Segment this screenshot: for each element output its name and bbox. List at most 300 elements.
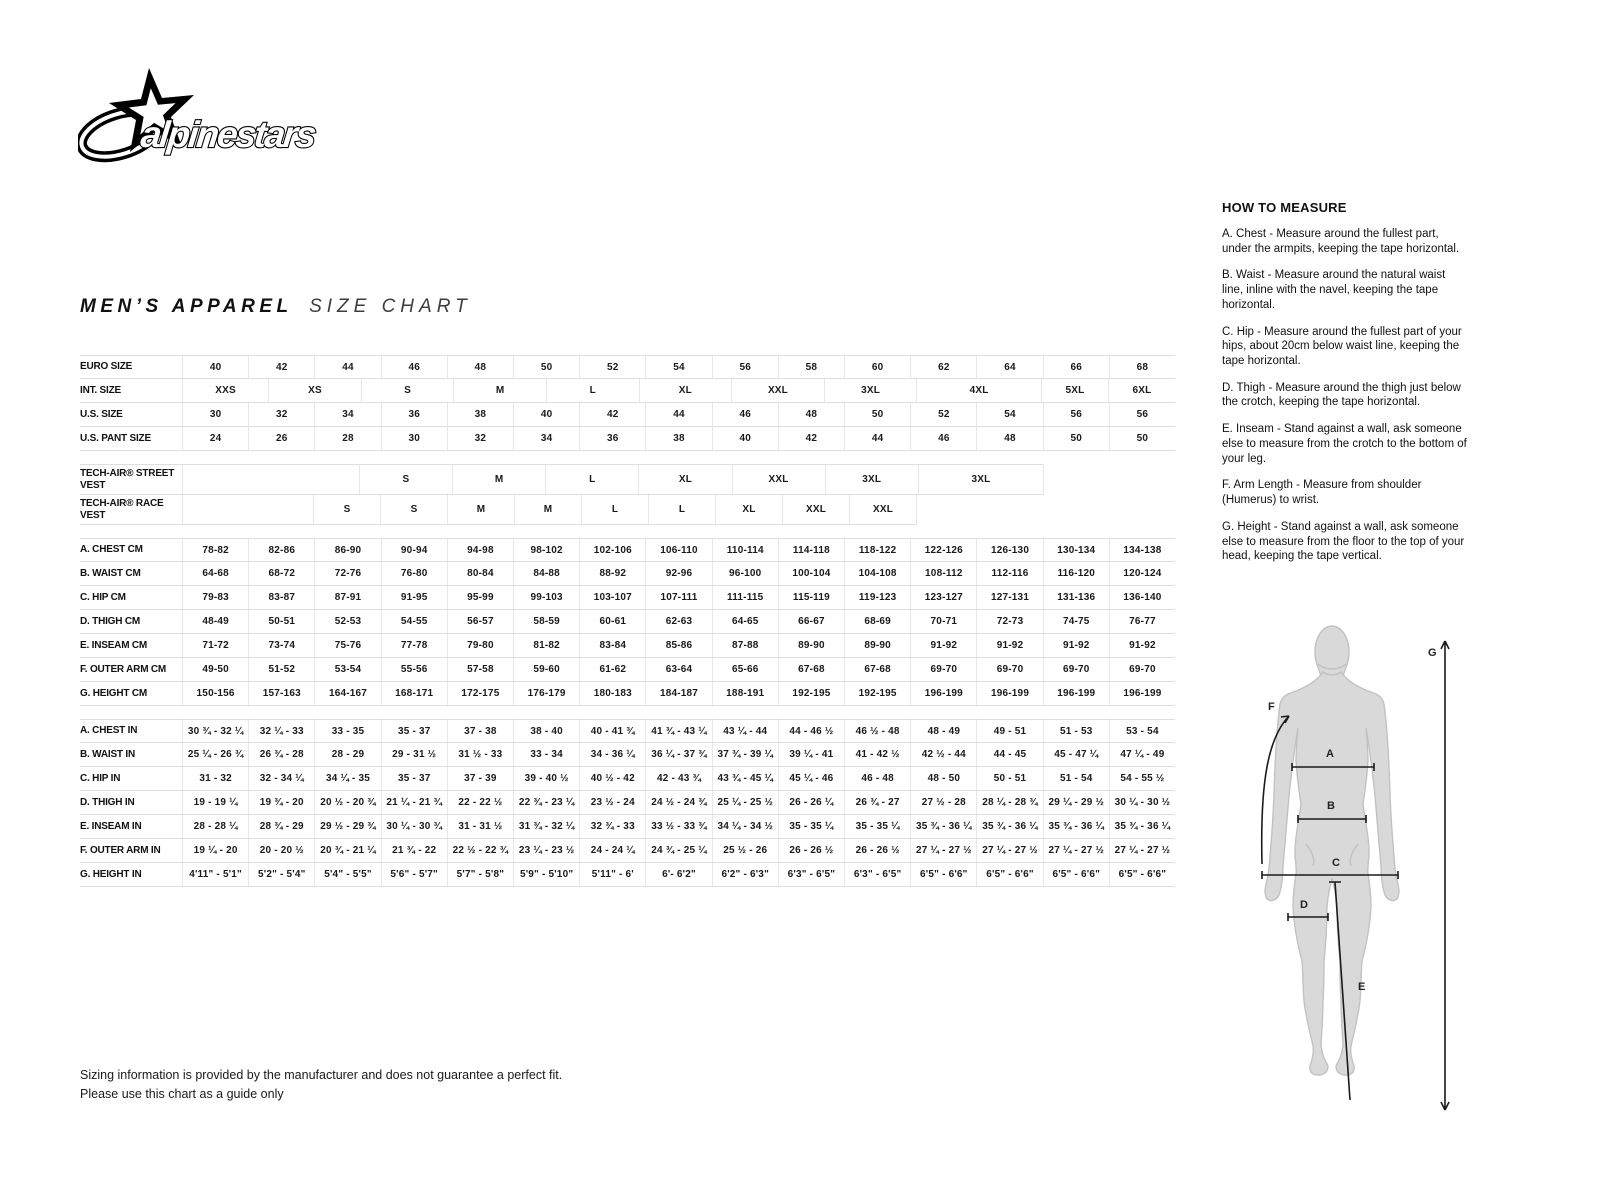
size-cell: XL [638, 464, 731, 495]
size-cell: 29 ¼ - 29 ½ [1043, 791, 1109, 815]
size-cell: 25 ¼ - 26 ¾ [182, 743, 248, 767]
size-cell: 76-80 [381, 562, 447, 586]
size-cell: 69-70 [910, 658, 976, 682]
size-cell: 48 [447, 355, 513, 379]
size-cell: 53-54 [314, 658, 380, 682]
table-row [80, 538, 1175, 562]
size-cell: 30 ¾ - 32 ¼ [182, 719, 248, 743]
disclaimer [80, 1066, 562, 1105]
size-cell: 43 ¾ - 45 ¼ [712, 767, 778, 791]
row-label: U.S. PANT SIZE [80, 427, 182, 451]
size-cell: 131-136 [1043, 586, 1109, 610]
size-cell: 87-88 [712, 634, 778, 658]
size-cell: 100-104 [778, 562, 844, 586]
size-cell: 5'6" - 5'7" [381, 863, 447, 887]
size-cell: 44 [314, 355, 380, 379]
size-cell: 43 ¼ - 44 [712, 719, 778, 743]
size-cell: 60 [844, 355, 910, 379]
size-cell: 32 ¼ - 33 [248, 719, 314, 743]
size-cell: 94-98 [447, 538, 513, 562]
size-cell: 80-84 [447, 562, 513, 586]
size-cell: 22 - 22 ½ [447, 791, 513, 815]
row-label: E. INSEAM IN [80, 815, 182, 839]
size-cell: 102-106 [579, 538, 645, 562]
size-cell: 48 - 50 [910, 767, 976, 791]
size-cell: 21 ¼ - 21 ¾ [381, 791, 447, 815]
measure-item: A. Chest - Measure around the fullest part, under the armpits, keeping the tape horizontal. [1222, 228, 1460, 255]
size-cell: 56 [712, 355, 778, 379]
size-cell: 83-87 [248, 586, 314, 610]
size-cell: M [447, 495, 514, 525]
row-label: E. INSEAM CM [80, 634, 182, 658]
table-row [80, 355, 1175, 379]
size-cell: 115-119 [778, 586, 844, 610]
size-cell: 46 [712, 403, 778, 427]
size-cell: 34 ¼ - 34 ½ [712, 815, 778, 839]
size-cell: 112-116 [976, 562, 1042, 586]
table-row [80, 658, 1175, 682]
measure-item: D. Thigh - Measure around the thigh just below the crotch, keeping the tape horizontal. [1222, 381, 1461, 409]
size-cell: 76-77 [1109, 610, 1175, 634]
size-cell: 28 - 28 ¼ [182, 815, 248, 839]
size-cell: 106-110 [645, 538, 711, 562]
size-cell: 26 ¾ - 28 [248, 743, 314, 767]
size-cell: 37 ¾ - 39 ¼ [712, 743, 778, 767]
size-cell: 51 - 53 [1043, 719, 1109, 743]
size-cell: 28 ¼ - 28 ¾ [976, 791, 1042, 815]
size-cell: 66-67 [778, 610, 844, 634]
size-cell: 71-72 [182, 634, 248, 658]
size-cell: 49-50 [182, 658, 248, 682]
size-cell: 82-86 [248, 538, 314, 562]
size-cell: 90-94 [381, 538, 447, 562]
size-cell: 48 [976, 427, 1042, 451]
size-cell: 47 ¼ - 49 [1109, 743, 1175, 767]
size-cell: 26 - 26 ½ [844, 839, 910, 863]
size-cell: S [380, 495, 447, 525]
size-cell: 72-76 [314, 562, 380, 586]
size-cell: 67-68 [844, 658, 910, 682]
row-label: U.S. SIZE [80, 403, 182, 427]
table-row [80, 682, 1175, 706]
size-cell: 3XL [824, 379, 917, 403]
size-cell: 134-138 [1109, 538, 1175, 562]
size-cell: 40 [712, 427, 778, 451]
size-cell: 27 ¼ - 27 ½ [910, 839, 976, 863]
size-cell: 44 - 46 ½ [778, 719, 844, 743]
table-row [80, 586, 1175, 610]
size-cell: 98-102 [513, 538, 579, 562]
table-row [80, 743, 1175, 767]
size-cell: 26 - 26 ½ [778, 839, 844, 863]
label-height: G [1428, 647, 1437, 659]
size-cell: 62-63 [645, 610, 711, 634]
label-arm: F [1268, 701, 1275, 713]
size-cell: XL [715, 495, 782, 525]
size-cell: 30 ¼ - 30 ½ [1109, 791, 1175, 815]
size-cell: 28 [314, 427, 380, 451]
size-cell: 55-56 [381, 658, 447, 682]
size-cell: 69-70 [1043, 658, 1109, 682]
label-hip: C [1332, 857, 1340, 869]
row-label: INT. SIZE [80, 379, 182, 403]
size-cell: 88-92 [579, 562, 645, 586]
size-cell: 91-92 [910, 634, 976, 658]
size-cell: 26 [248, 427, 314, 451]
size-cell: 103-107 [579, 586, 645, 610]
table-row [80, 379, 1175, 403]
size-cell: 75-76 [314, 634, 380, 658]
size-cell: 35 ¾ - 36 ¼ [1109, 815, 1175, 839]
table-row [80, 427, 1175, 451]
size-cell: 32 [447, 427, 513, 451]
row-label: C. HIP IN [80, 767, 182, 791]
row-label: A. CHEST CM [80, 538, 182, 562]
size-cell: 81-82 [513, 634, 579, 658]
row-label: C. HIP CM [80, 586, 182, 610]
size-cell: 35 - 35 ¼ [844, 815, 910, 839]
measure-item: F. Arm Length - Measure from shoulder (Humerus) to wrist. [1222, 479, 1422, 507]
size-cell: L [581, 495, 648, 525]
size-cell: 157-163 [248, 682, 314, 706]
size-cell: 4'11" - 5'1" [182, 863, 248, 887]
size-cell: 37 - 38 [447, 719, 513, 743]
size-cell: 27 ¼ - 27 ½ [1109, 839, 1175, 863]
size-cell: 184-187 [645, 682, 711, 706]
size-cell: 30 ¼ - 30 ¾ [381, 815, 447, 839]
size-cell: 44 [844, 427, 910, 451]
size-cell: 41 - 42 ½ [844, 743, 910, 767]
disclaimer-line1: Sizing information is provided by the manufacturer and does not guarantee a perfect fit. [80, 1068, 563, 1082]
size-cell: 69-70 [976, 658, 1042, 682]
row-label: F. OUTER ARM CM [80, 658, 182, 682]
size-cell: 48 - 49 [910, 719, 976, 743]
row-label: A. CHEST IN [80, 719, 182, 743]
size-cell: 176-179 [513, 682, 579, 706]
size-cell: 3XL [825, 464, 918, 495]
size-cell: XS [268, 379, 361, 403]
size-cell: 172-175 [447, 682, 513, 706]
size-cell: 5'2" - 5'4" [248, 863, 314, 887]
size-cell: M [453, 379, 546, 403]
size-cell: 54 [976, 403, 1042, 427]
size-cell: 116-120 [1043, 562, 1109, 586]
table-row [80, 767, 1175, 791]
size-cell: 77-78 [381, 634, 447, 658]
size-cell: 64 [976, 355, 1042, 379]
table-row [80, 839, 1175, 863]
size-cell: 192-195 [844, 682, 910, 706]
size-cell: 114-118 [778, 538, 844, 562]
size-cell: 24 ¾ - 25 ¼ [645, 839, 711, 863]
size-cell: 54-55 [381, 610, 447, 634]
size-cell: 46 [910, 427, 976, 451]
size-cell: 45 ¼ - 46 [778, 767, 844, 791]
table-row [80, 791, 1175, 815]
page-title-secondary: SIZE CHART [309, 296, 472, 317]
size-cell: 92-96 [645, 562, 711, 586]
size-cell: 23 ½ - 24 [579, 791, 645, 815]
size-cell: 40 [182, 355, 248, 379]
size-cell: 35 - 35 ¼ [778, 815, 844, 839]
size-cell: 4XL [916, 379, 1041, 403]
size-cell: 19 ¼ - 20 [182, 839, 248, 863]
size-cell: 67-68 [778, 658, 844, 682]
measure-item: E. Inseam - Stand against a wall, ask someone else to measure from the crotch to the bottom of your leg. [1222, 423, 1467, 465]
size-cell: 50 [513, 355, 579, 379]
size-cell: 104-108 [844, 562, 910, 586]
size-cell: 30 [381, 427, 447, 451]
size-cell: 68 [1109, 355, 1175, 379]
size-cell: 79-83 [182, 586, 248, 610]
size-cell: 53 - 54 [1109, 719, 1175, 743]
size-cell: 6XL [1108, 379, 1175, 403]
table-row [80, 815, 1175, 839]
size-cell: 91-92 [1043, 634, 1109, 658]
table-row [80, 610, 1175, 634]
size-cell: 46 ½ - 48 [844, 719, 910, 743]
size-cell: 3XL [918, 464, 1043, 495]
size-cell: 27 ½ - 28 [910, 791, 976, 815]
size-cell: 33 ½ - 33 ¾ [645, 815, 711, 839]
size-cell: 35 - 37 [381, 719, 447, 743]
size-cell: 120-124 [1109, 562, 1175, 586]
row-label: TECH-AIR® STREET VEST [80, 464, 182, 495]
size-cell: 42 ½ - 44 [910, 743, 976, 767]
row-label: TECH-AIR® RACE VEST [80, 495, 182, 525]
row-label: B. WAIST CM [80, 562, 182, 586]
size-cell: 50 - 51 [976, 767, 1042, 791]
size-cell: 34 - 36 ¼ [579, 743, 645, 767]
size-cell: 34 ¼ - 35 [314, 767, 380, 791]
size-cell: XXL [849, 495, 916, 525]
size-cell: 42 - 43 ¾ [645, 767, 711, 791]
size-cell: 91-92 [1109, 634, 1175, 658]
size-cell: 79-80 [447, 634, 513, 658]
table-row [80, 562, 1175, 586]
size-cell: 188-191 [712, 682, 778, 706]
size-cell: 6'5" - 6'6" [976, 863, 1042, 887]
size-cell: 27 ¼ - 27 ½ [1043, 839, 1109, 863]
size-cell: 51 - 54 [1043, 767, 1109, 791]
size-cell: 64-68 [182, 562, 248, 586]
size-cell: XXS [182, 379, 268, 403]
size-cell: 91-95 [381, 586, 447, 610]
size-cell: XXL [731, 379, 824, 403]
size-cell: S [361, 379, 454, 403]
size-cell: 85-86 [645, 634, 711, 658]
size-cell: 5'9" - 5'10" [513, 863, 579, 887]
size-cell: 180-183 [579, 682, 645, 706]
size-cell: 68-72 [248, 562, 314, 586]
size-cell: 34 [314, 403, 380, 427]
size-cell: 56-57 [447, 610, 513, 634]
size-cell: 40 - 41 ¾ [579, 719, 645, 743]
size-cell: S [313, 495, 380, 525]
size-cell: 50 [1043, 427, 1109, 451]
table-row [80, 495, 1175, 525]
size-cell: 6'- 6'2" [645, 863, 711, 887]
page-title [80, 296, 472, 318]
size-cell: 73-74 [248, 634, 314, 658]
size-cell [182, 495, 313, 525]
size-cell: 58-59 [513, 610, 579, 634]
size-cell: 196-199 [910, 682, 976, 706]
size-cell: 49 - 51 [976, 719, 1042, 743]
height-line [1441, 641, 1449, 1110]
size-cell: 52 [910, 403, 976, 427]
size-cell: 44 - 45 [976, 743, 1042, 767]
size-cell: 36 [579, 427, 645, 451]
row-label: B. WAIST IN [80, 743, 182, 767]
size-cell: 84-88 [513, 562, 579, 586]
measure-list [1222, 227, 1467, 564]
size-cell: 59-60 [513, 658, 579, 682]
size-cell: 27 ¼ - 27 ½ [976, 839, 1042, 863]
size-cell: 35 ¾ - 36 ¼ [1043, 815, 1109, 839]
size-cell: 196-199 [1109, 682, 1175, 706]
measure-item: G. Height - Stand against a wall, ask someone else to measure from the floor to the top of your head, keeping the tape vertical. [1222, 520, 1465, 563]
size-cell: XXL [732, 464, 825, 495]
size-cell: 63-64 [645, 658, 711, 682]
size-cell: 6'3" - 6'5" [844, 863, 910, 887]
row-label: F. OUTER ARM IN [80, 839, 182, 863]
size-cell: 32 - 34 ¼ [248, 767, 314, 791]
size-cell: 68-69 [844, 610, 910, 634]
size-cell: 123-127 [910, 586, 976, 610]
size-cell: 26 ¾ - 27 [844, 791, 910, 815]
size-cell: 23 ¼ - 23 ½ [513, 839, 579, 863]
row-label: D. THIGH CM [80, 610, 182, 634]
size-cell: 122-126 [910, 538, 976, 562]
size-cell: 6'3" - 6'5" [778, 863, 844, 887]
row-label: G. HEIGHT CM [80, 682, 182, 706]
size-cell: 41 ¾ - 43 ¼ [645, 719, 711, 743]
size-cell: 26 - 26 ¼ [778, 791, 844, 815]
size-cell: XL [639, 379, 732, 403]
size-cell: 20 ½ - 20 ¾ [314, 791, 380, 815]
size-cell: 108-112 [910, 562, 976, 586]
size-cell: 40 [513, 403, 579, 427]
alpinestars-logo-graphic [78, 68, 358, 173]
size-cell: 22 ¾ - 23 ¼ [513, 791, 579, 815]
size-cell: 31 ½ - 33 [447, 743, 513, 767]
label-chest: A [1326, 748, 1334, 760]
size-cell: 50 [1109, 427, 1175, 451]
size-cell: 70-71 [910, 610, 976, 634]
size-cell: 196-199 [976, 682, 1042, 706]
size-cell: 31 - 32 [182, 767, 248, 791]
size-cell: L [545, 464, 638, 495]
size-cell: 28 ¾ - 29 [248, 815, 314, 839]
table-row [80, 403, 1175, 427]
table-row [80, 719, 1175, 743]
size-cell: 58 [778, 355, 844, 379]
size-cell: 96-100 [712, 562, 778, 586]
size-cell: 42 [778, 427, 844, 451]
size-cell: 42 [248, 355, 314, 379]
size-cell: 48 [778, 403, 844, 427]
size-cell: 24 [182, 427, 248, 451]
size-cell: 31 ¾ - 32 ¼ [513, 815, 579, 839]
size-cell: 6'5" - 6'6" [910, 863, 976, 887]
size-cell [1043, 464, 1175, 495]
size-cell: 32 [248, 403, 314, 427]
size-cell: 6'5" - 6'6" [1043, 863, 1109, 887]
size-cell: M [514, 495, 581, 525]
size-cell: 42 [579, 403, 645, 427]
size-cell: 57-58 [447, 658, 513, 682]
table-row [80, 863, 1175, 887]
size-cell: 64-65 [712, 610, 778, 634]
size-cell: 52 [579, 355, 645, 379]
row-label: D. THIGH IN [80, 791, 182, 815]
size-cell: 89-90 [844, 634, 910, 658]
logo-wordmark: alpinestars [138, 113, 317, 155]
size-cell: 33 - 34 [513, 743, 579, 767]
size-cell: 56 [1109, 403, 1175, 427]
size-cell: XXL [782, 495, 849, 525]
size-cell: 22 ½ - 22 ¾ [447, 839, 513, 863]
size-cell: M [452, 464, 545, 495]
label-waist: B [1327, 800, 1335, 812]
size-cell: 29 - 31 ½ [381, 743, 447, 767]
size-cell: 119-123 [844, 586, 910, 610]
size-cell: L [648, 495, 715, 525]
size-cell: 40 ½ - 42 [579, 767, 645, 791]
page-title-primary: MEN’S APPAREL [80, 296, 293, 317]
size-cell: 83-84 [579, 634, 645, 658]
size-cell: 28 - 29 [314, 743, 380, 767]
size-cell: 192-195 [778, 682, 844, 706]
size-cell: 36 [381, 403, 447, 427]
size-cell: 20 - 20 ½ [248, 839, 314, 863]
size-cell: 50 [844, 403, 910, 427]
size-cell: 99-103 [513, 586, 579, 610]
size-cell: 31 - 31 ½ [447, 815, 513, 839]
size-cell: 72-73 [976, 610, 1042, 634]
size-cell: 95-99 [447, 586, 513, 610]
size-cell: 45 - 47 ¼ [1043, 743, 1109, 767]
size-cell: 20 ¾ - 21 ¼ [314, 839, 380, 863]
measure-item: B. Waist - Measure around the natural waist line, inline with the navel, keeping the tape horizontal. [1222, 269, 1446, 311]
size-cell: 111-115 [712, 586, 778, 610]
size-cell: 118-122 [844, 538, 910, 562]
size-cell: 110-114 [712, 538, 778, 562]
size-cell: 19 ¾ - 20 [248, 791, 314, 815]
size-cell: 56 [1043, 403, 1109, 427]
size-cell: 69-70 [1109, 658, 1175, 682]
size-cell: 48-49 [182, 610, 248, 634]
size-cell: 30 [182, 403, 248, 427]
label-thigh: D [1300, 899, 1308, 911]
size-cell: 24 ½ - 24 ¾ [645, 791, 711, 815]
mannequin-silhouette [1265, 626, 1399, 1075]
size-cell: 168-171 [381, 682, 447, 706]
size-cell: 54 [645, 355, 711, 379]
size-cell: 107-111 [645, 586, 711, 610]
size-cell: 51-52 [248, 658, 314, 682]
size-cell: 50-51 [248, 610, 314, 634]
disclaimer-line2: Please use this chart as a guide only [80, 1087, 284, 1102]
size-cell: 52-53 [314, 610, 380, 634]
size-cell: 78-82 [182, 538, 248, 562]
size-cell: L [546, 379, 639, 403]
size-cell: 33 - 35 [314, 719, 380, 743]
size-cell: 25 ¼ - 25 ½ [712, 791, 778, 815]
size-cell: 6'5" - 6'6" [1109, 863, 1175, 887]
size-cell: 196-199 [1043, 682, 1109, 706]
